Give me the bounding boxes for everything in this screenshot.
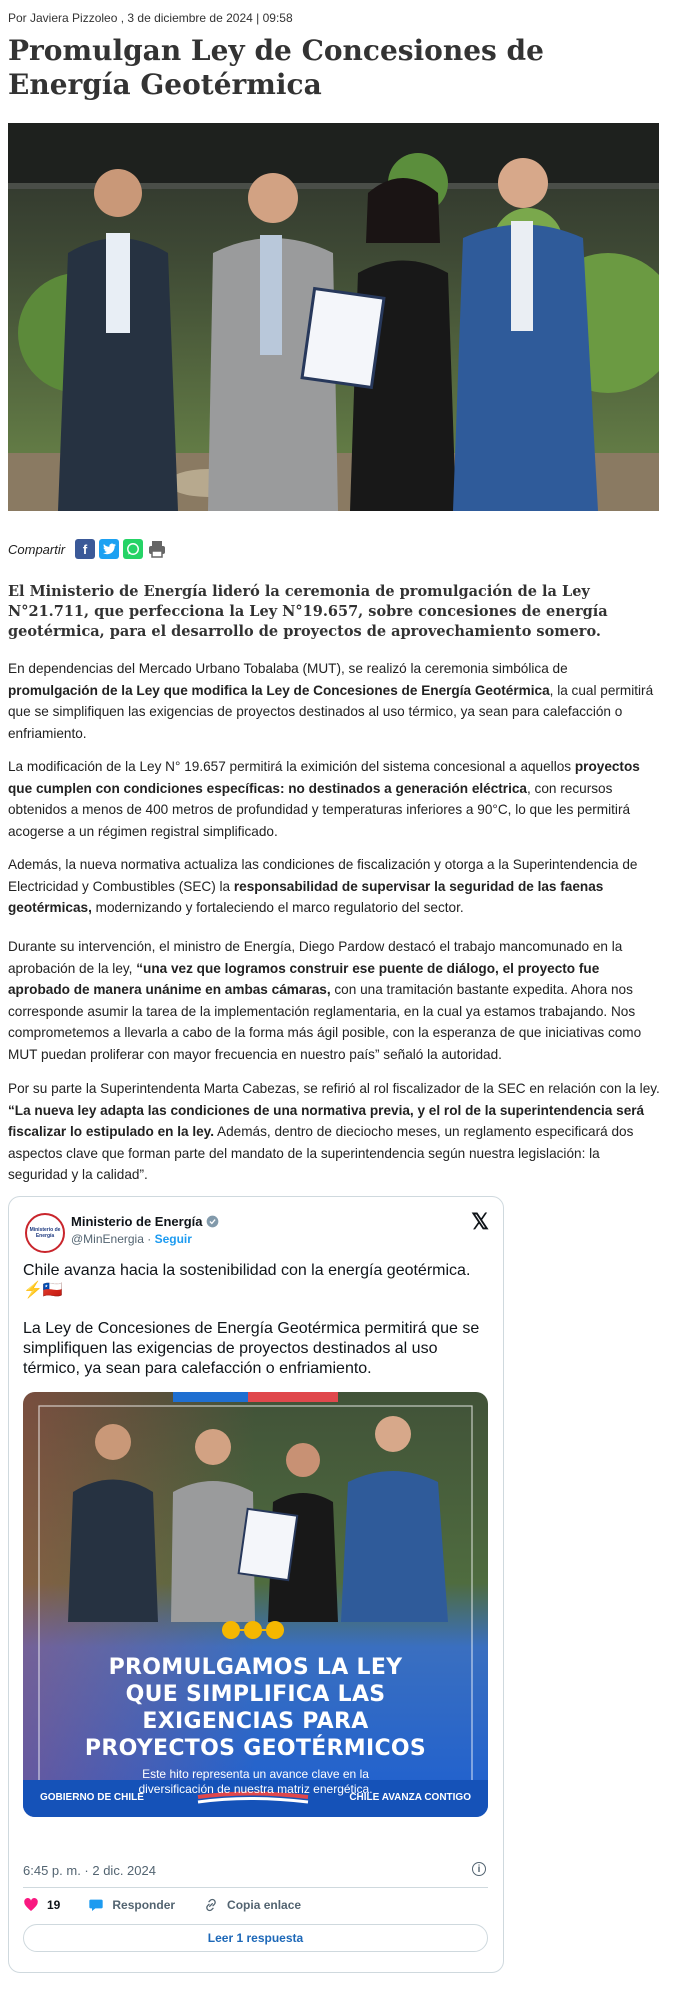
copy-link-button[interactable] (203, 1897, 301, 1913)
media-headline: QUE SIMPLIFICA LAS (125, 1682, 386, 1707)
article-byline: Por Javiera Pizzoleo , 3 de diciembre de 2024 | 09:58 (8, 11, 293, 25)
hero-photo (8, 123, 659, 511)
heart-icon (23, 1897, 39, 1913)
tweet-account-name[interactable]: Ministerio de Energía (71, 1214, 219, 1229)
verified-badge-icon (206, 1215, 219, 1228)
copy-link-label: Copia enlace (227, 1898, 302, 1912)
link-icon (203, 1897, 219, 1913)
read-replies-button[interactable]: Leer 1 respuesta (23, 1924, 488, 1952)
reply-label: Responder (112, 1898, 176, 1912)
twitter-icon[interactable] (99, 539, 119, 559)
tweet-text: Chile avanza hacia la sostenibilidad con la energía geotérmica. ⚡🇨🇱 (23, 1262, 471, 1299)
avatar[interactable]: Ministerio de Energía (25, 1213, 65, 1253)
share-label: Compartir (8, 541, 66, 557)
embedded-tweet (8, 1196, 504, 1973)
media-subtext: diversificación de nuestra matriz energética. (138, 1782, 373, 1796)
like-button[interactable] (23, 1897, 60, 1913)
info-icon[interactable]: i (472, 1862, 486, 1876)
tweet-handle: @MinEnergia · Seguir (71, 1232, 192, 1246)
media-footer-left: GOBIERNO DE CHILE (40, 1792, 144, 1803)
article-paragraph: Durante su intervención, el ministro de Energía, Diego Pardow destacó el trabajo mancomunado en la aprobación de la ley, “una vez que logramos construir ese puente de diálogo, el proyecto fue aprobado de manera unánime en ambas cámaras, con una tramitación bastante expedita. Ahora nos corresponde asumir la tarea de la implementación reglamentaria, en la cual ya estamos trabajando. Nos comprometemos a llevarla a cabo de la forma más ágil posible, con la esperanza de que iniciativas como MUT puedan proliferar con mayor frecuencia en nuestro país” señaló la autoridad. (8, 939, 642, 1062)
media-headline: EXIGENCIAS PARA (142, 1709, 369, 1734)
like-count: 19 (47, 1898, 61, 1912)
share-bar (8, 538, 167, 560)
print-icon[interactable] (147, 539, 167, 559)
article-paragraph: La modificación de la Ley N° 19.657 permitirá la eximición del sistema concesional a aquellos proyectos que cumplen con condiciones específicas: no destinados a generación eléctrica, con recursos obtenidos a menos de 400 metros de profundidad y temperaturas inferiores a 90°C, lo que les permitirá acogerse a un régimen registral simplificado. (8, 759, 640, 839)
x-logo-icon[interactable]: 𝕏 (471, 1209, 489, 1234)
media-headline: PROMULGAMOS LA LEY (108, 1655, 403, 1680)
tweet-actions (23, 1897, 329, 1913)
article-paragraph: Además, la nueva normativa actualiza las condiciones de fiscalización y otorga a la Superintendencia de Electricidad y Combustibles (SEC) la responsabilidad de supervisar la seguridad de las faenas geotérmicas, modernizando y fortaleciendo el marco regulatorio del sector. (8, 857, 638, 915)
divider (23, 1887, 488, 1888)
article-paragraph: Por su parte la Superintendenta Marta Cabezas, se refirió al rol fiscalizador de la SEC en relación con la ley. “La nueva ley adapta las condiciones de una normativa previa, y el rol de la superintendencia será fiscalizar lo estipulado en la ley. Además, dentro de dieciocho meses, un reglamento especificará dos aspectos clave que forman parte del mandato de la superintendencia según nuestra legislación: la seguridad y la calidad”. (8, 1081, 660, 1182)
media-subtext: Este hito representa un avance clave en la (142, 1767, 369, 1781)
reply-button[interactable] (88, 1897, 175, 1913)
handle-link[interactable]: @MinEnergia (71, 1232, 144, 1246)
whatsapp-icon[interactable] (123, 539, 143, 559)
media-footer-right: CHILE AVANZA CONTIGO (349, 1792, 471, 1803)
facebook-icon[interactable]: f (75, 539, 95, 559)
ceremony-photo-illustration (8, 123, 659, 511)
article-title: Promulgan Ley de Concesiones de Energía Geotérmica (8, 34, 544, 101)
follow-button[interactable]: Seguir (154, 1232, 192, 1246)
tweet-media[interactable] (23, 1392, 488, 1817)
tweet-text: La Ley de Concesiones de Energía Geotérmica permitirá que se simplifiquen las exigencias de proyectos destinados al uso térmico, ya sean para calefacción o enfriamiento. (23, 1320, 480, 1377)
article-paragraph: En dependencias del Mercado Urbano Tobalaba (MUT), se realizó la ceremonia simbólica de promulgación de la Ley que modifica la Ley de Concesiones de Energía Geotérmica, la cual permitirá que se simplifiquen las exigencias de proyectos destinados al uso térmico, ya sean para calefacción o enfriamiento. (8, 661, 654, 741)
media-headline: PROYECTOS GEOTÉRMICOS (84, 1736, 427, 1761)
article-lead: El Ministerio de Energía lideró la ceremonia de promulgación de la Ley N°21.711, que perfecciona la Ley N°19.657, sobre concesiones de energía geotérmica, para el desarrollo de proyectos de aprovechamiento somero. (8, 583, 608, 640)
tweet-timestamp[interactable]: 6:45 p. m. · 2 dic. 2024 (23, 1863, 156, 1878)
reply-icon (88, 1897, 104, 1913)
